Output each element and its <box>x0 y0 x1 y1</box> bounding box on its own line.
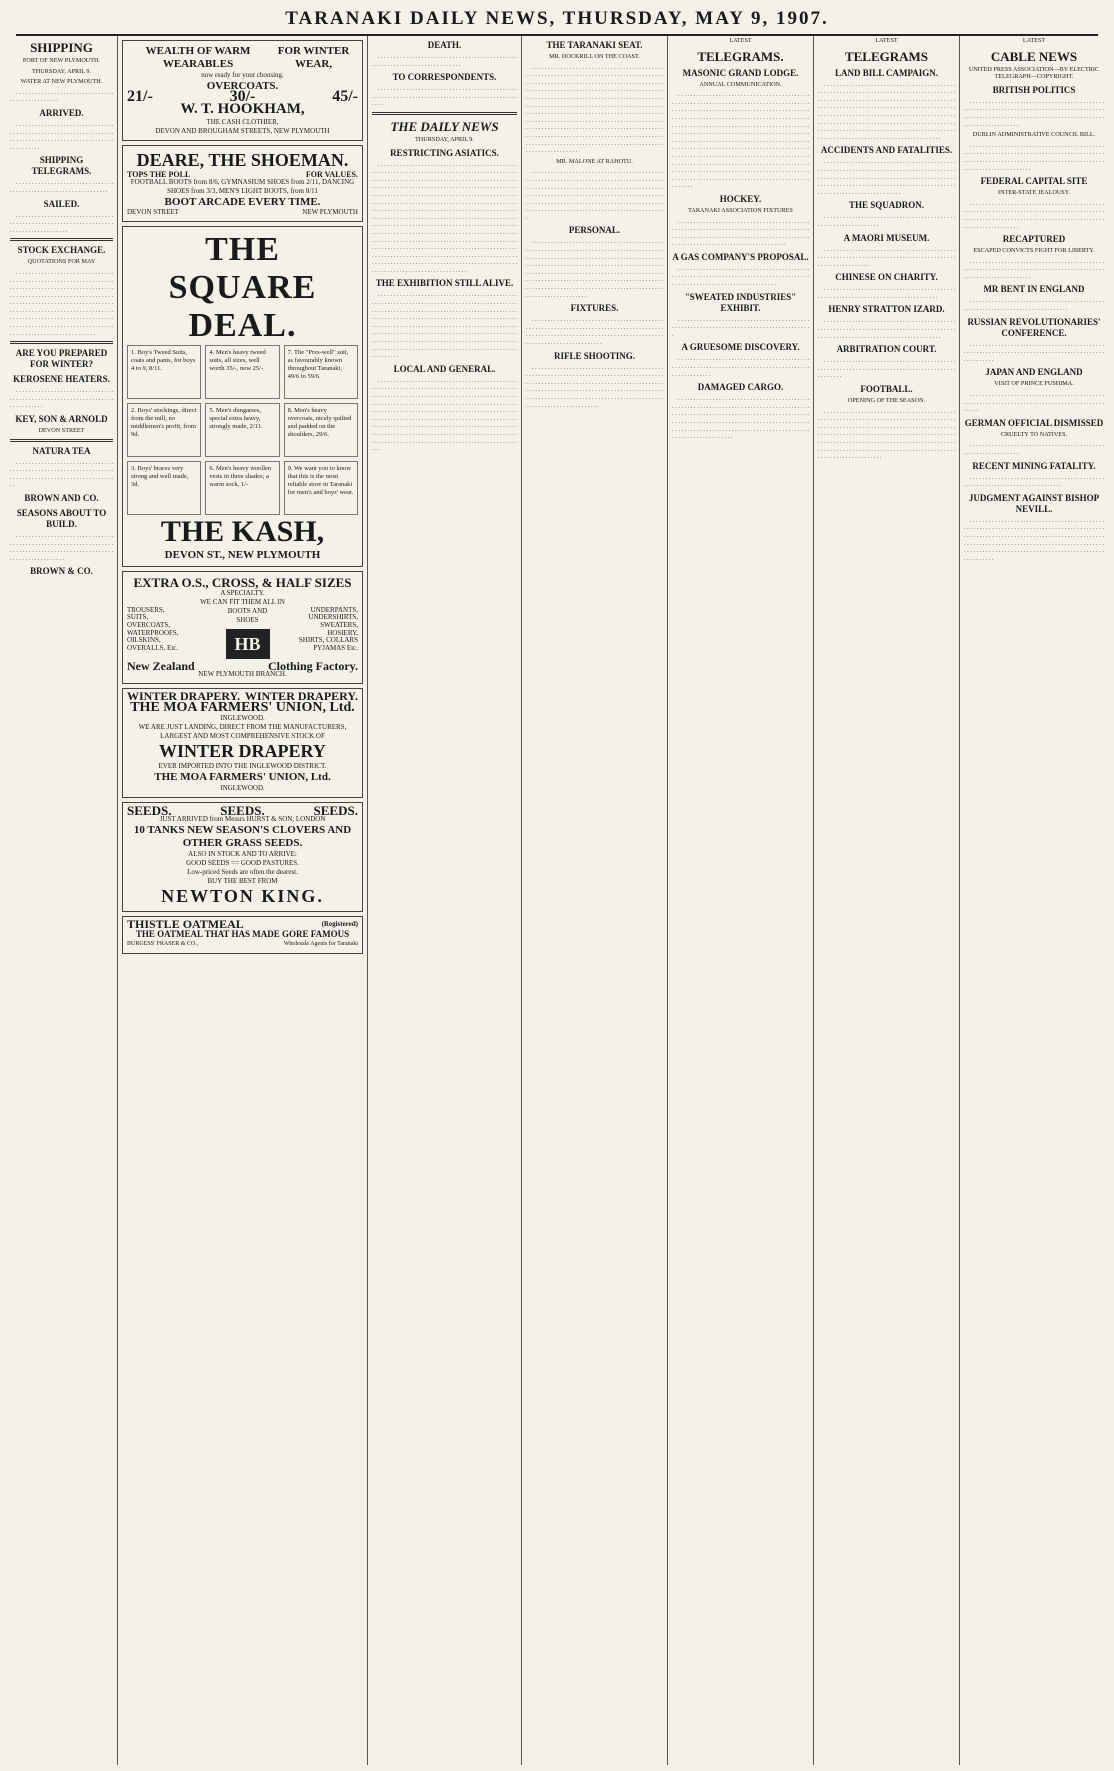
filler-text: . . . . . . . . . . . . . . . . . . . . . . . . . . . . . . . . . . . . . . . . . . . . . . . . . . . . . . . . . . . . . . . . . . . . . . . . . . . . . . . . . . . . . . . . . . . . . . . . . . . . . . . . . . . . . . . . . . . . . . . . . . . . . . . . . . . . . . . . . . . . . . . . . . . . . . . . . . . . . . . . . . . . . . . . . . . . . . . . . . . . . . . . . . . . . . . . . . . . . . . . . . . . . . . . . . . . . . . . . . . . . . . . . . . . . . . . . . . . . . . . . . . . . . . . . . . . . . . . . . . . . . . . . . . . . . . . . . . . . . . . . . . . . . . . . . . . . . . . . . . . . . . . . . . . . . . . . . . . . . . . . . . . . . . . . . . . . . . . . . . . . . . . . . . . . . . . . . . . . . . . . . . . . . . . . . . . . . . . . . . . . . . . . . . . . . . . . . . . . . . . . . . . . . . . . . . . . . . . . . . . . . . . . . . . . . . . . . . . . . . . . . . . . . . . . . . . . . . . . . . . . . . . . . . . . . . . . . . . . . . . . . . . . . . . . . . . . . . . . . . <box>526 63 663 155</box>
fixtures-heading: FIXTURES. <box>570 303 619 314</box>
kash-item: 2. Boys' stockings, direct from the mill, no middlemen's profit, from 9d. <box>127 403 201 457</box>
hookham-sub: THE CASH CLOTHIER, <box>206 117 279 126</box>
correspondents-heading: TO CORRESPONDENTS. <box>392 72 497 83</box>
item: OVERCOATS, <box>127 620 170 629</box>
right-items <box>278 607 358 653</box>
water-label: WATER AT NEW PLYMOUTH. <box>20 78 103 86</box>
kash-item: 7. The "Pres-well" suit, as favourably known throughout Taranaki, 49/6 to 59/6. <box>284 345 358 399</box>
moa-landing: WE ARE JUST LANDING, DIRECT FROM THE MANUFACTURERS, LARGEST AND MOST COMPREHENSIVE STOCK OF <box>138 722 347 740</box>
item: TROUSERS, <box>127 606 165 614</box>
british-politics-heading: BRITISH POLITICS <box>992 84 1076 95</box>
dublin-sub: DUBLIN ADMINISTRATIVE COUNCIL BILL. <box>972 131 1096 139</box>
np-branch: NEW PLYMOUTH BRANCH. <box>198 670 287 679</box>
damaged-cargo-heading: DAMAGED CARGO. <box>697 382 784 393</box>
column-cable-news <box>960 36 1108 1765</box>
kash-item: 3. Boys' braces very strong and well made, 3d. <box>127 461 201 515</box>
cable-sub: UNITED PRESS ASSOCIATION—BY ELECTRIC TELEGRAPH—COPYRIGHT. <box>968 65 1100 81</box>
filler-text: . . . . . . . . . . . . . . . . . . . . . . . . . . . . . . . . . . . . . . . . . . . . . . . . . . . . . . . . . . . . . . . . . . . . . . . . . . . . . . . . . . . . . . . . . . . . . . . . . . . . . . . . . . . . . . . . . . . . . . . . . . . . . . . . . . . . . . . . . . . . . . . . . . . . . . . . . . . . . . . . . . . . . . . . . . . . . . . . . . . . . . . . . . . . . . . . . . . . . . . . . . . . . . . . . . . . . . . . . . . . . . . . . . . . . . . . . . . . . . . . . . . . . . . . . . . . . . . . . . . . . . . . . . . . . . . . . . . . . . . . . . . . . . . . . . . . . . . . . . . . . . . . . . . . . . . . . . . . . . . . . . . . . . . . . . . . . . . . . . . . . . . . . . . . . . . . . . . . . . . . . . . . . . . . . . . . . . . . . . . . . . . . . . . . . . . . . . . . . . . . . . . . . . . . . . . . . . . . . . . . . . . . . . . . . . . . . . . . . . . . . . . . . . . . . . . . . . . . . . . . . . . . . . . . . . . . . . . . . . . . . . . . . . . . . . . . . . . . . . . . . . . . . . . . . . . . . . . . . . . . . . . . . . . . . . . . . . . . . . . . . . . . . . . . . . . . . . . . . . . . . . . . . . . . . . . . . . . . . . . . . . . . . . . . . . . . . . . . . . . . . . . . . . . . . . . . . . . . . . . . . . . . . . . . . . . . . . . . . . . . . . . . . . . . . . . . . . . . . . . . . . . . . . . . . . . . . . . . . . . . . . . . . . . <box>372 160 517 274</box>
mining-fatality-heading: RECENT MINING FATALITY. <box>972 460 1096 471</box>
winter-drapery-big: WINTER DRAPERY <box>159 740 326 761</box>
annual-comm: ANNUAL COMMUNICATION. <box>699 80 782 88</box>
registered: (Registered) <box>321 919 358 928</box>
filler-text: . . . . . . . . . . . . . . . . . . . . . . . . . . . . . . . . . . . . . . . . . . . . . . . . . . . . . . . . . . . . . . . . . . . . . . . . . . . . . . . . . . . . . . . . . . . . . . . . . . . . . . . . . . . . . . . . . . . <box>10 532 113 562</box>
filler-text: . . . . . . . . . . . . . . . . . . . . . . . . . . . . . . . . . . . . . . . . . . . . . . . . . . . . . . . . . . . . . . . . . . . . . . . . . . . . . . . . . . . . . . . . . . . . . . . . . . . . . . . . . . . . . . . . . . . . . . . . . . . . . . . . . . . . . . . . . . . . . . . . . . . . . . . <box>964 199 1104 230</box>
kash-item: 1. Boy's Tweed Suits, coats and pants, for boys 4 to 9, 8/11. <box>127 345 201 399</box>
hb-logo-icon: HB <box>226 629 270 659</box>
convicts-sub: ESCAPED CONVICTS FIGHT FOR LIBERTY. <box>973 247 1095 255</box>
thistle-oatmeal: THISTLE OATMEAL <box>127 916 244 931</box>
gruesome-heading: A GRUESOME DISCOVERY. <box>681 342 800 353</box>
column-taranaki-seat <box>522 36 668 1765</box>
column-telegrams-2 <box>814 36 960 1765</box>
malone-sub: MR. MALONE AT RAHOTU. <box>556 157 633 165</box>
federal-capital-heading: FEDERAL CAPITAL SITE <box>980 176 1088 187</box>
boots-shoes: BOOTS AND SHOES <box>227 606 268 624</box>
item: PYJAMAS Etc. <box>313 643 358 652</box>
column-shipping <box>6 36 118 1765</box>
for-values: FOR VALUES. <box>305 169 358 179</box>
hockey-sub: TARANAKI ASSOCIATION FIXTURES <box>688 206 793 214</box>
filler-text: . . . . . . . . . . . . . . . . . . . . . . . . . . . . . . . . . . . . . . . . . . . . . . . . . . . . . . . . . . . . . . . . . . . . . . . . . . . . . . . . . . . . . . . . . . . . . . . . . . . . . . . . . . . . . . <box>964 257 1104 280</box>
deare-title: DEARE, THE SHOEMAN. <box>136 149 349 170</box>
filler-text: . . . . . . . . . . . . . . . . . . . . . . . . . . . . . . . . . . . . . . . . . . . . . . . . . . . . . . . . . . . . . . . . . . . . . . . . . . . . . . . . . . . <box>10 211 113 234</box>
personal-heading: PERSONAL. <box>568 225 621 236</box>
natura-tea-heading: NATURA TEA <box>32 445 91 456</box>
kash-item: 5. Men's dungarees, special extra heavy, strongly made, 2/11. <box>205 403 279 457</box>
newton-king-ad <box>122 802 363 912</box>
season-sub: OPENING OF THE SEASON. <box>847 397 926 405</box>
winter-wear: FOR WINTER WEAR, <box>277 45 350 70</box>
maori-museum-heading: A MAORI MUSEUM. <box>843 232 930 243</box>
nz-label: New Zealand <box>127 658 195 673</box>
shipping-date: THURSDAY, APRIL 9. <box>32 67 91 75</box>
japan-england-heading: JAPAN AND ENGLAND <box>985 367 1083 378</box>
devon-street: DEVON STREET <box>38 427 85 435</box>
filler-text: . . . . . . . . . . . . . . . . . . . . . . . . . . . . . . . . . . . . . . . . . . . . . . . . . . . . . . . . . . . . . . . . . . . . . . . . . . . . . . . . . . . . . . . . . . . . . . . . . . . . . . . . . . . . . . . . . . . . . . . . . . . . . . . . . . . . . . . . . . . . . . . . . . . . . . . <box>964 97 1104 128</box>
filler-text: . . . . . . . . . . . . . . . . . . . . . . . . . . . . . . . . . . . . . . . . . . . . . . . . . . . . . . . . . . . . . . . . . . . . . . . . . . . . . <box>964 297 1104 313</box>
moa-title: THE MOA FARMERS' UNION, Ltd. <box>130 699 355 715</box>
overcoats-label: OVERCOATS. <box>206 80 279 92</box>
newton-king: NEWTON KING. <box>161 885 324 906</box>
filler-text: . . . . . . . . . . . . . . . . . . . . . . . . . . . . . . . . . . . . . . . . . . . . . . . . . . . . . . . . . . . . . . . . . . . . . . . . . . . . . . . . . . . . . . . . . . . . . . . . . . . . . . . . . . . . . . . . . . . . . . . . . . . . . . <box>818 317 955 340</box>
mr-bent-heading: MR BENT IN ENGLAND <box>983 284 1085 295</box>
seeds-arrived: JUST ARRIVED from Messrs HURST & SON, LONDON <box>159 814 326 823</box>
specialty: A SPECIALTY. <box>220 588 265 597</box>
filler-text: . . . . . . . . . . . . . . . . . . . . . . . . . . . . . . . . . . . . . . . . . . . . . . . . . . . . . . . . . . . . . . . . . . . . . . . . . . . . . . . . . . . . . . . . . . . . . . . . . . . . . . . . . . . . . . . . . . . . . . . . . . . . . . . . . . . . . . . . . . . . . . . . . . . . . . . . . . . <box>526 316 663 346</box>
filler-text: . . . . . . . . . . . . . . . . . . . . . . . . . . . . . . . . . . . . . . . . . . . . . . . . . . . . . . . . . . . . . . . . . . . . . . . . . . . . . . . . . . . . . . . . . . . . . . . . . . . . . . . . . . . . . . . . . . . . . . . . . . . . . . . . . . . . . . . . . . . . . . . . . . . . . . . . . . . . . . . . . . . . . . . . . . . . . . . . . . . . . . . . . . . . . . . . . . . . . . . . . . . . . . . . . . . . . . . . . . . . . . . . . . . . . . . . . . . . . . . . . . . . . . . . . . . . . . . . . . . . . . . . . . . . . . . . . . . . . . . . . . . . . . . . . . . . . . . . . . . . . . . . . . . . . . . . . . . . . . . . . . . . . . . . . . . . . . . . . . . . . . . . . . . . . . . . . . . . . . . . . . . . . . . . . . . . . . . . . . . . . . . . . . . . . . . . . . . . . . . . . . . . . . . . . . . . . . . . . . . . . . . . <box>372 376 517 453</box>
filler-text: . . . . . . . . . . . . . . . . . . . . . . . . . . . . . . . . . . . . . . . . . . . . . . . . . . . . . . . . . . . . . . . . . . . . . . . . . . . . . . . . . . . . . . . . . . . . . . . . . . . . . . . . . . . . . . . . . . . . . . . . . . . . . . . . . . . . . . . . . . . . . . . . . . . . . . . . . . . . . . . . . . . . . . . . . . . . . . . . . . . . . . . . . . . . . . . . . . . . . . . . . <box>818 158 955 196</box>
factory-label: Clothing Factory. <box>268 658 358 673</box>
filler-text: . . . . . . . . . . . . . . . . . . . . . . . . . . . . . . . . . . . . . . . . . . . . . . . . . . . . . . . . . . . . . . . . . . . . . . . . . . . . . . . . . . . . . . . . . . . . . . . . . . . . . . . . . . . . . . . . . . . . . . . . <box>672 264 809 288</box>
masonic-heading: MASONIC GRAND LODGE. <box>682 67 799 78</box>
recaptured-heading: RECAPTURED <box>1002 234 1066 245</box>
filler-text: . . . . . . . . . . . . . . . . . . . . . . . . . . . . . . . . . . . . . . . . . . . . . . . . . . . . . . . . . . . . . . . . . . . . . . . . . . . <box>964 473 1104 489</box>
item: OVERALLS, Etc. <box>127 643 179 652</box>
brown-and-co: BROWN AND CO. <box>24 493 99 503</box>
filler-text: . . . . . . . . . . . . . . . . . . . . . . . . . . . . . . . . . . . . . . . . . . . . . . . . . . . . . . . . . . . . . . . . . . . . . . . . . . . . . . . . . . . . . . . . . . . . . . . . <box>372 85 517 108</box>
oatmeal-ad <box>122 916 363 954</box>
filler-text: . . . . . . . . . . . . . . . . . . . . . . . . . . . . . . . . . . . . . . . . . . . . . . . . . . . . . . . . . . . . . . . . . . . . . . . . . . . . . . . . . . . . . . . . . . . . . . . . . . . . . . . . . . . . . . . . . . . . . . . . . . . . . . . . . . . . . . . . . . . . . . . . . . . . . . . . . . . . . . . . . . . . . . . . . . . . . . . . . . . . . . . . . . . . . . . . . . . . . . . . . . . . . . . . . . . . . . . . . . . . . . . . . . . . . . . . . . . . . . <box>672 395 809 441</box>
column-telegrams-1 <box>668 36 814 1765</box>
column-editorial <box>368 36 522 1765</box>
kash-item: 4. Men's heavy tweed suits, all sizes, well worth 35/-, now 25/- <box>205 345 279 399</box>
low-priced: Low-priced Seeds are often the dearest. <box>187 867 298 876</box>
exhibition-heading: THE EXHIBITION STILL ALIVE. <box>375 278 514 289</box>
kash-item: 6. Men's heavy woollen vests in three shades; a warm sock, 1/- <box>205 461 279 515</box>
deare-ad <box>122 145 363 222</box>
local-general-heading: LOCAL AND GENERAL. <box>393 363 496 374</box>
gas-heading: A GAS COMPANY'S PROPOSAL. <box>672 251 809 262</box>
seasons-heading: SEASONS ABOUT TO BUILD. <box>16 508 107 529</box>
shipping-telegrams-heading: SHIPPING TELEGRAMS. <box>31 155 92 177</box>
fit-all: WE CAN FIT THEM ALL IN <box>200 597 285 606</box>
sailed-heading: SAILED. <box>43 198 80 209</box>
filler-text: . . . . . . . . . . . . . . . . . . . . . . . . . . . . . . . . . . . . . . . . . . . . . . . <box>10 88 113 104</box>
brown-co-bottom: BROWN & CO. <box>30 566 93 577</box>
item: SWEATERS, <box>320 620 358 629</box>
seeds-stock: ALSO IN STOCK AND TO ARRIVE: <box>188 849 297 858</box>
dockrill-sub: MR. DOCKRILL ON THE COAST. <box>549 53 640 60</box>
item: WATERPROOFS, <box>127 628 179 637</box>
filler-text: . . . . . . . . . . . . . . . . . . . . . . . . . . . . . . . . . . . . . . . . . . . . . . . . . . . . . . . . . . . . . . . . . . . . . . . . . . . . . . . . . . . . . . . . . . . . . . . . . . . . . . . . . . . <box>10 120 113 151</box>
item: SUITS, <box>127 613 149 622</box>
filler-text: . . . . . . . . . . . . . . . . . . . . . . . . . . . . . . . . . . . . . . . . . . . . . . . . . . . . . . . . . . . . . . . . . . . . . . . . . . . . . . . . . . . . . . . . . . . . . . . . . . . . . . . . . . . . . . . . . . . . . . . . . . . . . . . . . . . . . . . . . . . . . . . . . . . . . . . . . . . . . . . . . . . . . . . . . . . . . . . . . . . . . . . . . . . . . . . . . . . . . . . . . . . . . . . . . . . . . . . . . . . . . . . . . . . . . . . . . . . . . . . . . . <box>526 363 663 409</box>
winter-drapery-1: WINTER DRAPERY. <box>127 689 241 704</box>
latest-label: LATEST <box>875 37 898 44</box>
filler-text: . . . . . . . . . . . . . . . . . . . . . . . . . . . . . . . . . . . . . . . . . . . . . . . . . . . . . . . . . . . . . . . . . . . . . . . . . . . . . . . . . . . . . . . . . . . . . . . . . . . <box>10 458 113 489</box>
shipping-heading: SHIPPING <box>30 40 93 55</box>
kash-item: 9. We want you to know that this is the most reliable store in Taranaki for men's and boys' wear. <box>284 461 358 515</box>
wealth-title: WEALTH OF WARM WEARABLES <box>145 45 251 70</box>
seeds-3: SEEDS. <box>313 802 358 818</box>
fushima-sub: VISIT OF PRINCE FUSHIMA. <box>994 380 1074 388</box>
accidents-heading: ACCIDENTS AND FATALITIES. <box>820 145 953 156</box>
clothing-factory-ad <box>122 571 363 685</box>
masthead: TARANAKI DAILY NEWS, THURSDAY, MAY 9, 1907. <box>16 8 1098 36</box>
filler-text: . . . . . . . . . . . . . . . . . . . . . . . . . . . . . . . . . . . . . . . . . . . . . . . . . . . . . . . . . . . . . <box>964 441 1104 456</box>
rifle-shooting-heading: RIFLE SHOOTING. <box>553 350 636 361</box>
moa-imported: EVER IMPORTED INTO THE INGLEWOOD DISTRICT. <box>158 761 327 770</box>
daily-news-masthead: THE DAILY NEWS <box>390 118 499 134</box>
filler-text: . . . . . . . . . . . . . . . . . . . . . . . . . . . . . . . . . . . . . . . . . . . . . . . . . . . . . . . . . . . . . . . . . . . . . . . . . . . . . . . . . . . . . . . . . . . . . . . . . . . . . . . . . . . . . . . . . . . . . . . . . . . . . . . . . . . . . . . . . . . . . . . . . . . . . . . . . . . <box>964 141 1104 172</box>
port-label: PORT OF NEW PLYMOUTH. <box>22 57 101 64</box>
price-45: 45/- <box>332 88 358 105</box>
filler-text: . . . . . . . . . . . . . . . . . . . . . . . . . . . . . . . . . . . . . . . . . . . . . . . . . . . . . . . . . . . . . . . . . . . . . . . . . . . . . . . . . . . . . . . . . . . . . . . . . . . <box>672 355 809 378</box>
kash-item: 8. Men's heavy overcoats, nicely quilted and padded on the shoulders, 29/6. <box>284 403 358 457</box>
football-heading: FOOTBALL. <box>860 384 913 395</box>
extra-sizes-title: EXTRA O.S., CROSS, & HALF SIZES <box>133 574 352 590</box>
jealousy-sub: INTER-STATE JEALOUSY. <box>998 189 1070 197</box>
item: UNDERSHIRTS, <box>308 613 358 622</box>
arbitration-heading: ARBITRATION COURT. <box>836 344 937 355</box>
item: SHIRTS, COLLARS <box>298 636 358 645</box>
filler-text: . . . . . . . . . . . . . . . . . . . . . . . . . . . . . . . . . . . . . . . . . . . . . . . . . . . . . . . . . . . . . . . <box>10 179 113 194</box>
filler-text: . . . . . . . . . . . . . . . . . . . . . . . . . . . . . . . . . . . . . . . . . . . . . . . . . . . . . . . . . . . . . . . . . . . . . . . . . . . . . . . . . . . . . . . . . . . . . . . . . . . . . . . . . . . . . . . . . . . . . . . . . . . . . . . . . . . . . . . . . . . . . . . . . . . . . . . . . . . . . . . . . . . . . . . . . . . . . . . . . . . . . . . . . . . . . . . . . . . . . . . . . . . . . . . . . . . . . . . . . . . . . . . . . . . . . . . . . . . . . . . . . . . . . . . . . . . . . . . . . . . . . . . . . . . . . . . . . . . . . . . . . . . . . . . . . . . . . . . . . . . . . . . . . . . . . . . . . . . . . . . . . . . . . . <box>526 238 663 299</box>
item: UNDERPANTS, <box>310 606 358 614</box>
buy-best: BUY THE BEST FROM <box>207 876 278 885</box>
hookham-address: DEVON AND BROUGHAM STREETS, NEW PLYMOUTH <box>155 126 330 135</box>
deare-devon: DEVON STREET <box>127 208 179 217</box>
kash-ad <box>122 226 363 567</box>
deare-np: NEW PLYMOUTH <box>302 208 358 217</box>
moa-town: INGLEWOOD. <box>220 713 265 722</box>
filler-text: . . . . . . . . . . . . . . . . . . . . . . . . . . . . . . . . . . . . . . . . . . . . . . . . . . . . . . . . . . . . . . . . . . . . . . . . . . <box>372 53 517 68</box>
moa-town-2: INGLEWOOD. <box>220 783 265 792</box>
agents: Wholesale Agents for Taranaki <box>283 941 358 948</box>
quotations-label: QUOTATIONS FOR MAY <box>27 258 96 266</box>
hockey-heading: HOCKEY. <box>719 193 762 204</box>
kerosene-heading: KEROSENE HEATERS. <box>13 374 110 385</box>
chinese-heading: CHINESE ON CHARITY. <box>835 272 938 283</box>
winter-prep-heading: ARE YOU PREPARED FOR WINTER? <box>15 348 108 370</box>
filler-text: . . . . . . . . . . . . . . . . . . . . . . . . . . . . . . . . . . . . . . . . . . . . . . . . . . . . . . . . . . . . . . . . . . . . . . . . . . . . . . . . . . . . . . . . . . . . . <box>964 391 1104 414</box>
telegrams-heading-2: TELEGRAMS <box>844 48 929 64</box>
kash-items <box>127 345 358 515</box>
hookham-name: W. T. HOOKHAM, <box>180 100 305 117</box>
ready-text: now ready for your choosing. <box>201 71 284 79</box>
death-heading: DEATH. <box>427 40 462 50</box>
item: HOSIERY, <box>327 628 358 637</box>
seeds-1: SEEDS. <box>127 802 172 818</box>
filler-text: . . . . . . . . . . . . . . . . . . . . . . . . . . . . . . . . . . . . . . . . . . . . . . . . . . . . . . . . . . . . . . . . . . . . . . . . . . . . . . . . . . . . . . . . . . . . . . . . . . . . . . . . . . . . . . . . . . . . . . . . . . . . . . . . . . . . . . . . . . . . . . . . . . . . . . . . . . . . . . . . . . . . . . . . . . . . . . . . . . . . . . . . . . . . . . . . . . . . . . . . . . . . . . . . . . . . . . . . . . . . . . . . . . . . . . . . . . . . . . . . . . . . . . . . . . . . . . . . . . . . . . . . . . . . . . . . . . . . . . . . . . . . . . . . . . . . . . . . . . . . . . . . . . . . . . . . . . . . . . . . . . . . . . . . . . . . . . . . . . . . . . . . . . . . . . . . . . . . . . . . . . . . . . . . . . . . . . . . . . . . . . . <box>372 291 517 360</box>
price-21: 21/- <box>127 88 153 105</box>
seeds-2: SEEDS. <box>220 802 265 818</box>
bishop-nevill-heading: JUDGMENT AGAINST BISHOP NEVILL. <box>968 492 1100 514</box>
filler-text: . . . . . . . . . . . . . . . . . . . . . . . . . . . . . . . . . . . . . . . . . . . . . . . . . . . . . . . . . . . . . . . . . . . . . . . . . . . . . . . . . . . . . . . . . . . . . . <box>818 357 955 380</box>
russian-heading: RUSSIAN REVOLUTIONARIES' CONFERENCE. <box>967 316 1101 338</box>
moa-ad <box>122 688 363 798</box>
key-son-arnold: KEY, SON & ARNOLD <box>15 414 108 425</box>
latest-label: LATEST <box>729 37 752 44</box>
kash-address: DEVON ST., NEW PLYMOUTH <box>164 548 321 561</box>
price-30: 30/- <box>229 88 256 105</box>
filler-text: . . . . . . . . . . . . . . . . . . . . . . . . . . . . . . . . . . . . . . . . . . . . . . . . . . . . . . . . . . . . . . . . . . . . . . . . . . . . . . . . . . . . . . . . . . . . . . . . . . . . . . . . . . . . . . . . . . . . . . . . . . . . . . . . . . . . . . . . . . . . . . . . . . . . . . . . . . . . . . . . . . . . . . . . . . . . . . . . . . . . . . . . . . . . . . . . . . . . . . . . . . . . . . . . . . . . . . . . . . . . . . . . . . . . . . . . . . . . . . . . . . . . . . . . . . . . . . . . . . . . . . . . . . . . . . . . . . . . . . . . . . . <box>818 407 955 461</box>
squadron-heading: THE SQUADRON. <box>848 200 924 211</box>
stock-exchange-heading: STOCK EXCHANGE. <box>17 245 106 256</box>
filler-text: . . . . . . . . . . . . . . . . . . . . . . . . . . . . . . . . . . . . . . . . . . . . . . . . . . . . . . . . . . . . . . . . . . . . . . . . . . . . . . . . . . . . . . . . . . . . . . . . . . . . . . . . . . . . . . . . . . . . . . . . . . . . . . . . . . . . . . . . . . . . . . . . . . . . . . . . . . . . . . . . . . . . . . . <box>672 217 809 248</box>
filler-text: . . . . . . . . . . . . . . . . . . . . . . . . . . . . . . . . . . . . . . . . . . . . . . . . . . . . . . . . . . . . . . . . . . . . . . . . . . . . . . . . . . . . . . . . . . . . . . . . . . . . . . . . . . . . . . . . . . . . . . . . . . . . . . . . . . . . . . . . . . . . . . . . . . . . . . . . . . . . . . . . . . . . . . . . . . . . . . . . . . . . . . . . . . . . . . . . . . . . . . . . . . . . . . . . . . . . . . . . . . . . . . . . . . . . . . . . . . . . . . . . . . . . . . . . . . . . . . . . . . . . . . . . . . . . . . . . . . . . . . . . . . . . . . . . . . . . . . . . . . . . . . . . . . . . . . . . . . . . . . . . . . . . . . . . . . . . . . . . . . . . . . . . . . <box>818 80 955 141</box>
filler-text: . . . . . . . . . . . . . . . . . . . . . . . . . . . . . . . . . . . . . . . . . . . . . . . . . . . . . . . . . . . . . . . . . . . . . . . . . . . . . . . . . . . . . . . . . . . . . . . . . . . . . . . . . . . . . . . . . . . . . . . . . . . . . . . . . . . . . . . . . . . . . . . . . . . . . . . . . . . . . . . . . . . . . . . . . . . . . . . . . . . . . . . . . . . . . . . . . . . . . . . . . . . . . . . . . . . . . . . . . . . . . . . . . . . . . . . . . <box>964 516 1104 562</box>
kash-title: THE KASH, <box>160 514 325 548</box>
filler-text: . . . . . . . . . . . . . . . . . . . . . . . . . . . . . . . . . . . . . . . . . . . . . . . . . . . . . . . . . . . . . . . . . . . . . . . . . . . . . . . . . . . . . . . . . . . . . . . . . . . . . . . . . . . . . . . . . . . . . . . . . . . . . . . . . . . . . . . . . . . . . . . . . . . . . . . . . . . . . . . . . . . . . . . . . . . . . . . . . . . . . . . . . . . . . . . . . . . . . . . . . . . . . . . . . . . . . . . . . . . . . . . . . . . . . . . . . . . . . . . . . . . . . . . . . . . . . . . . . . . . . . . . . . . . . . . . . . . . . . . . . . . . . . . . . . . . . . . . . . . . . . . . . . . . . . . . . . . . . . . . . . . . . . . . . . . . . . . . . . . . . . . . . . . . . . . . . . . . . . . . . . . . . . . . . . . . . . . . . . . . . . . . . . . . . . . . . . . . . . . . . . . . . . . . . . . . . . . . . . . . . . . . . . . . . . . . . . . . . . . . . . . . . . . . . . . . . . . . . . . . . . . . . . . . . . . . . . . . . . . . . . . . . . . . . . . . . . . . . . . . . . . . . . . . . . . . . . . . . . . . . . . . . . . . . . . . . <box>672 91 809 190</box>
filler-text: . . . . . . . . . . . . . . . . . . . . . . . . . . . . . . . . . . . . . . . . . . . . . . . . . . . . . . . . . . . . . . . . . . . . . . . . . . . . . . . . . . . . . . . . . . . . . . . . . . . . . . . <box>818 245 955 268</box>
filler-text: . . . . . . . . . . . . . . . . . . . . . . . . . . . . . . . . . . . . . . . . . . . . . . . . . . . . . . . . . . . . . . . . . . . . . . . . . . . . . . . . . <box>818 285 955 300</box>
columns <box>6 36 1108 1765</box>
burgess: BURGESS' FRASER & CO., <box>127 941 199 948</box>
taranaki-seat-heading: THE TARANAKI SEAT. <box>546 40 643 50</box>
filler-text: . . . . . . . . . . . . . . . . . . . . . . . . . . . . . . . . . . . . . . . . . . . . . . . . . . . . . . . . . . . . . . . . . . . . . . . . . . . . . . . . . . . . . . . . . . . . . . . . . . . . . . . . . . . . . . . . . . . . . . . . . . . . . . . . . . . . . . . . . . . . . . . . . . . . . . . . . . . . . . . . . . . . . . . . . . . . . . . . . . . . . . . . . . . . . . . . . . . . . . . . . . . . . . . . . . . . . . . . . . . . . . . . . . . . . . . . . . . . . . . . . . . . . . . . . . . . . . . . . . . . . . . <box>526 168 663 221</box>
german-official-heading: GERMAN OFFICIAL DISMISSED <box>964 417 1104 428</box>
telegrams-heading: TELEGRAMS. <box>697 48 784 64</box>
item: OILSKINS, <box>127 636 161 645</box>
filler-text: . . . . . . . . . . . . . . . . . . . . . . . . . . . . . . . . . . . . . . . . . . . . . . . . . . . . . . . . . . . . . . . . . . . . . . . . . . . . . . . . . . . . . . . <box>672 315 809 338</box>
winter-drapery-2: WINTER DRAPERY. <box>244 689 358 704</box>
filler-text: . . . . . . . . . . . . . . . . . . . . . . . . . . . . . . . . . . . . . . . . . . . . . . . . . . . . . . . . . . . . . . . . . . . . . . . . . . . . . . . . . . . . . . . . . . . . . . . . . . <box>964 340 1104 363</box>
land-bill-heading: LAND BILL CAMPAIGN. <box>834 67 939 78</box>
seeds-tanks: 10 TANKS NEW SEASON'S CLOVERS AND OTHER GRASS SEEDS. <box>133 823 352 849</box>
deare-boots: FOOTBALL BOOTS from 8/6, GYMNASIUM SHOES from 2/11, DANCING SHOES from 3/3, MEN'S LIGHT BOOTS, from 8/11 <box>130 178 355 196</box>
filler-text: . . . . . . . . . . . . . . . . . . . . . . . . . . . . . . . . . . . . . . . . . . . . . . . . . . . . . . . . . . . . . . . . . . . . . . . . . . . . . . . . . . . . . . . . . . . . . . . . . . . . . . . . . . . . . . . . . . . . . . . . . . . . . . . . . . . . . . . . . . . . . . . . . . . . . . . . . . . . . . . . . . . . . . . . . . . . . . . . . . . . . . . . . . . . . . . . . . . . . . . . . . . . . . . . . . . . . . . . . . . . . . . . . . . . . . . . . . . . . . . . . . . . . . . . . . . . . . . . . . . . . . . . . . . . . . . . . . . . . . . . . . . . . . . . . . <box>10 268 113 337</box>
square-deal-title: THE SQUARE DEAL. <box>168 230 317 344</box>
left-items <box>127 607 217 653</box>
boot-arcade: BOOT ARCADE EVERY TIME. <box>164 196 321 209</box>
filler-text: . . . . . . . . . . . . . . . . . . . . . . . . . . . . . . . . . . . . . . . . . . . . . . . . . . . . . . . . . . . . . . . . . . . . . . . . . . . <box>10 387 113 410</box>
tops-poll: TOPS THE POLL <box>127 169 191 179</box>
filler-text: . . . . . . . . . . . . . . . . . . . . . . . . . . . . . . . . . . . . . . . . . . . . . . . . . . . . . . . . . . . . . . <box>818 213 955 228</box>
cruelty-sub: CRUELTY TO NATIVES. <box>1000 430 1068 438</box>
editorial-date: THURSDAY, APRIL 9. <box>415 135 474 143</box>
oatmeal-slogan: THE OATMEAL THAT HAS MADE GORE FAMOUS <box>135 929 350 940</box>
hookham-ad <box>122 40 363 141</box>
sweated-heading: "SWEATED INDUSTRIES" EXHIBIT. <box>684 291 797 313</box>
latest-label: LATEST <box>1022 37 1046 44</box>
arrived-heading: ARRIVED. <box>39 107 84 118</box>
cable-news-heading: CABLE NEWS <box>990 48 1078 64</box>
good-seeds: GOOD SEEDS == GOOD PASTURES. <box>186 858 299 867</box>
restricting-asiatics: RESTRICTING ASIATICS. <box>390 147 499 158</box>
moa-title-2: THE MOA FARMERS' UNION, Ltd. <box>154 770 331 783</box>
column-adverts <box>118 36 368 1765</box>
izard-heading: HENRY STRATTON IZARD. <box>828 304 945 315</box>
